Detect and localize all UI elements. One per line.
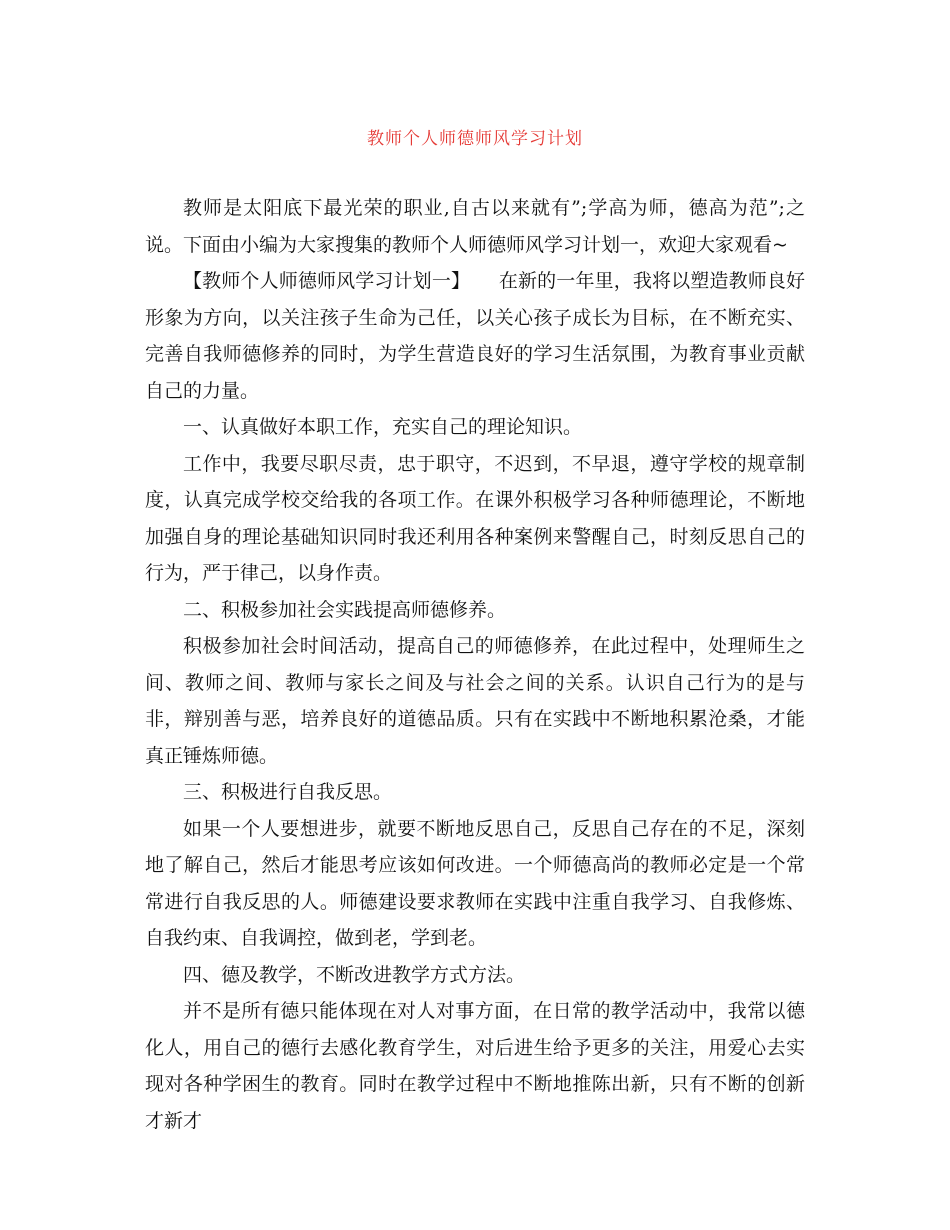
document-title: 教师个人师德师风学习计划 bbox=[367, 129, 583, 149]
section-heading-2: 二、积极参加社会实践提高师德修养。 bbox=[183, 598, 507, 621]
paragraph-section-3: 如果一个人要想进步，就要不断地反思自己，反思自己存在的不足，深刻地了解自己，然后才能思考应该如何改进。一个师德高尚的教师必定是一个常常进行自我反思的人。师德建设要求教师在实践中注重自我学习、自我修炼、自我约束、自我调控，做到老，学到老。 bbox=[145, 817, 805, 949]
section-heading-1: 一、认真做好本职工作，充实自己的理论知识。 bbox=[183, 416, 583, 438]
paragraph-intro: 教师是太阳底下最光荣的职业,自古以来就有”;学高为师，德高为范”;之说。下面由小编为大家搜集的教师个人师德师风学习计划一，欢迎大家观看~ bbox=[145, 197, 805, 256]
paragraph-section-1: 工作中，我要尽职尽责，忠于职守，不迟到，不早退，遵守学校的规章制度，认真完成学校交给我的各项工作。在课外积极学习各种师德理论，不断地加强自身的理论基础知识同时我还利用各种案例来警醒自己，时刻反思自己的行为，严于律己，以身作责。 bbox=[145, 452, 805, 584]
paragraph-section-4: 并不是所有德只能体现在对人对事方面，在日常的教学活动中，我常以德化人，用自己的德行去感化教育学生，对后进生给予更多的关注，用爱心去实现对各种学困生的教育。同时在教学过程中不断地推陈出新，只有不断的创新才新才 bbox=[145, 1000, 805, 1132]
section-heading-4: 四、德及教学，不断改进教学方式方法。 bbox=[183, 963, 526, 986]
document-body bbox=[145, 190, 805, 1139]
paragraph-plan-intro: 【教师个人师德师风学习计划一】 在新的一年里，我将以塑造教师良好形象为方向，以关注孩子生命为己任，以关心孩子成长为目标，在不断充实、完善自我师德修养的同时，为学生营造良好的学习生活氛围，为教育事业贡献自己的力量。 bbox=[145, 270, 805, 402]
paragraph-section-2: 积极参加社会时间活动，提高自己的师德修养，在此过程中，处理师生之间、教师之间、教师与家长之间及与社会之间的关系。认识自己行为的是与非，辩别善与恶，培养良好的道德品质。只有在实践中不断地积累沧桑，才能真正锤炼师德。 bbox=[145, 635, 805, 767]
section-heading-3: 三、积极进行自我反思。 bbox=[183, 781, 393, 803]
